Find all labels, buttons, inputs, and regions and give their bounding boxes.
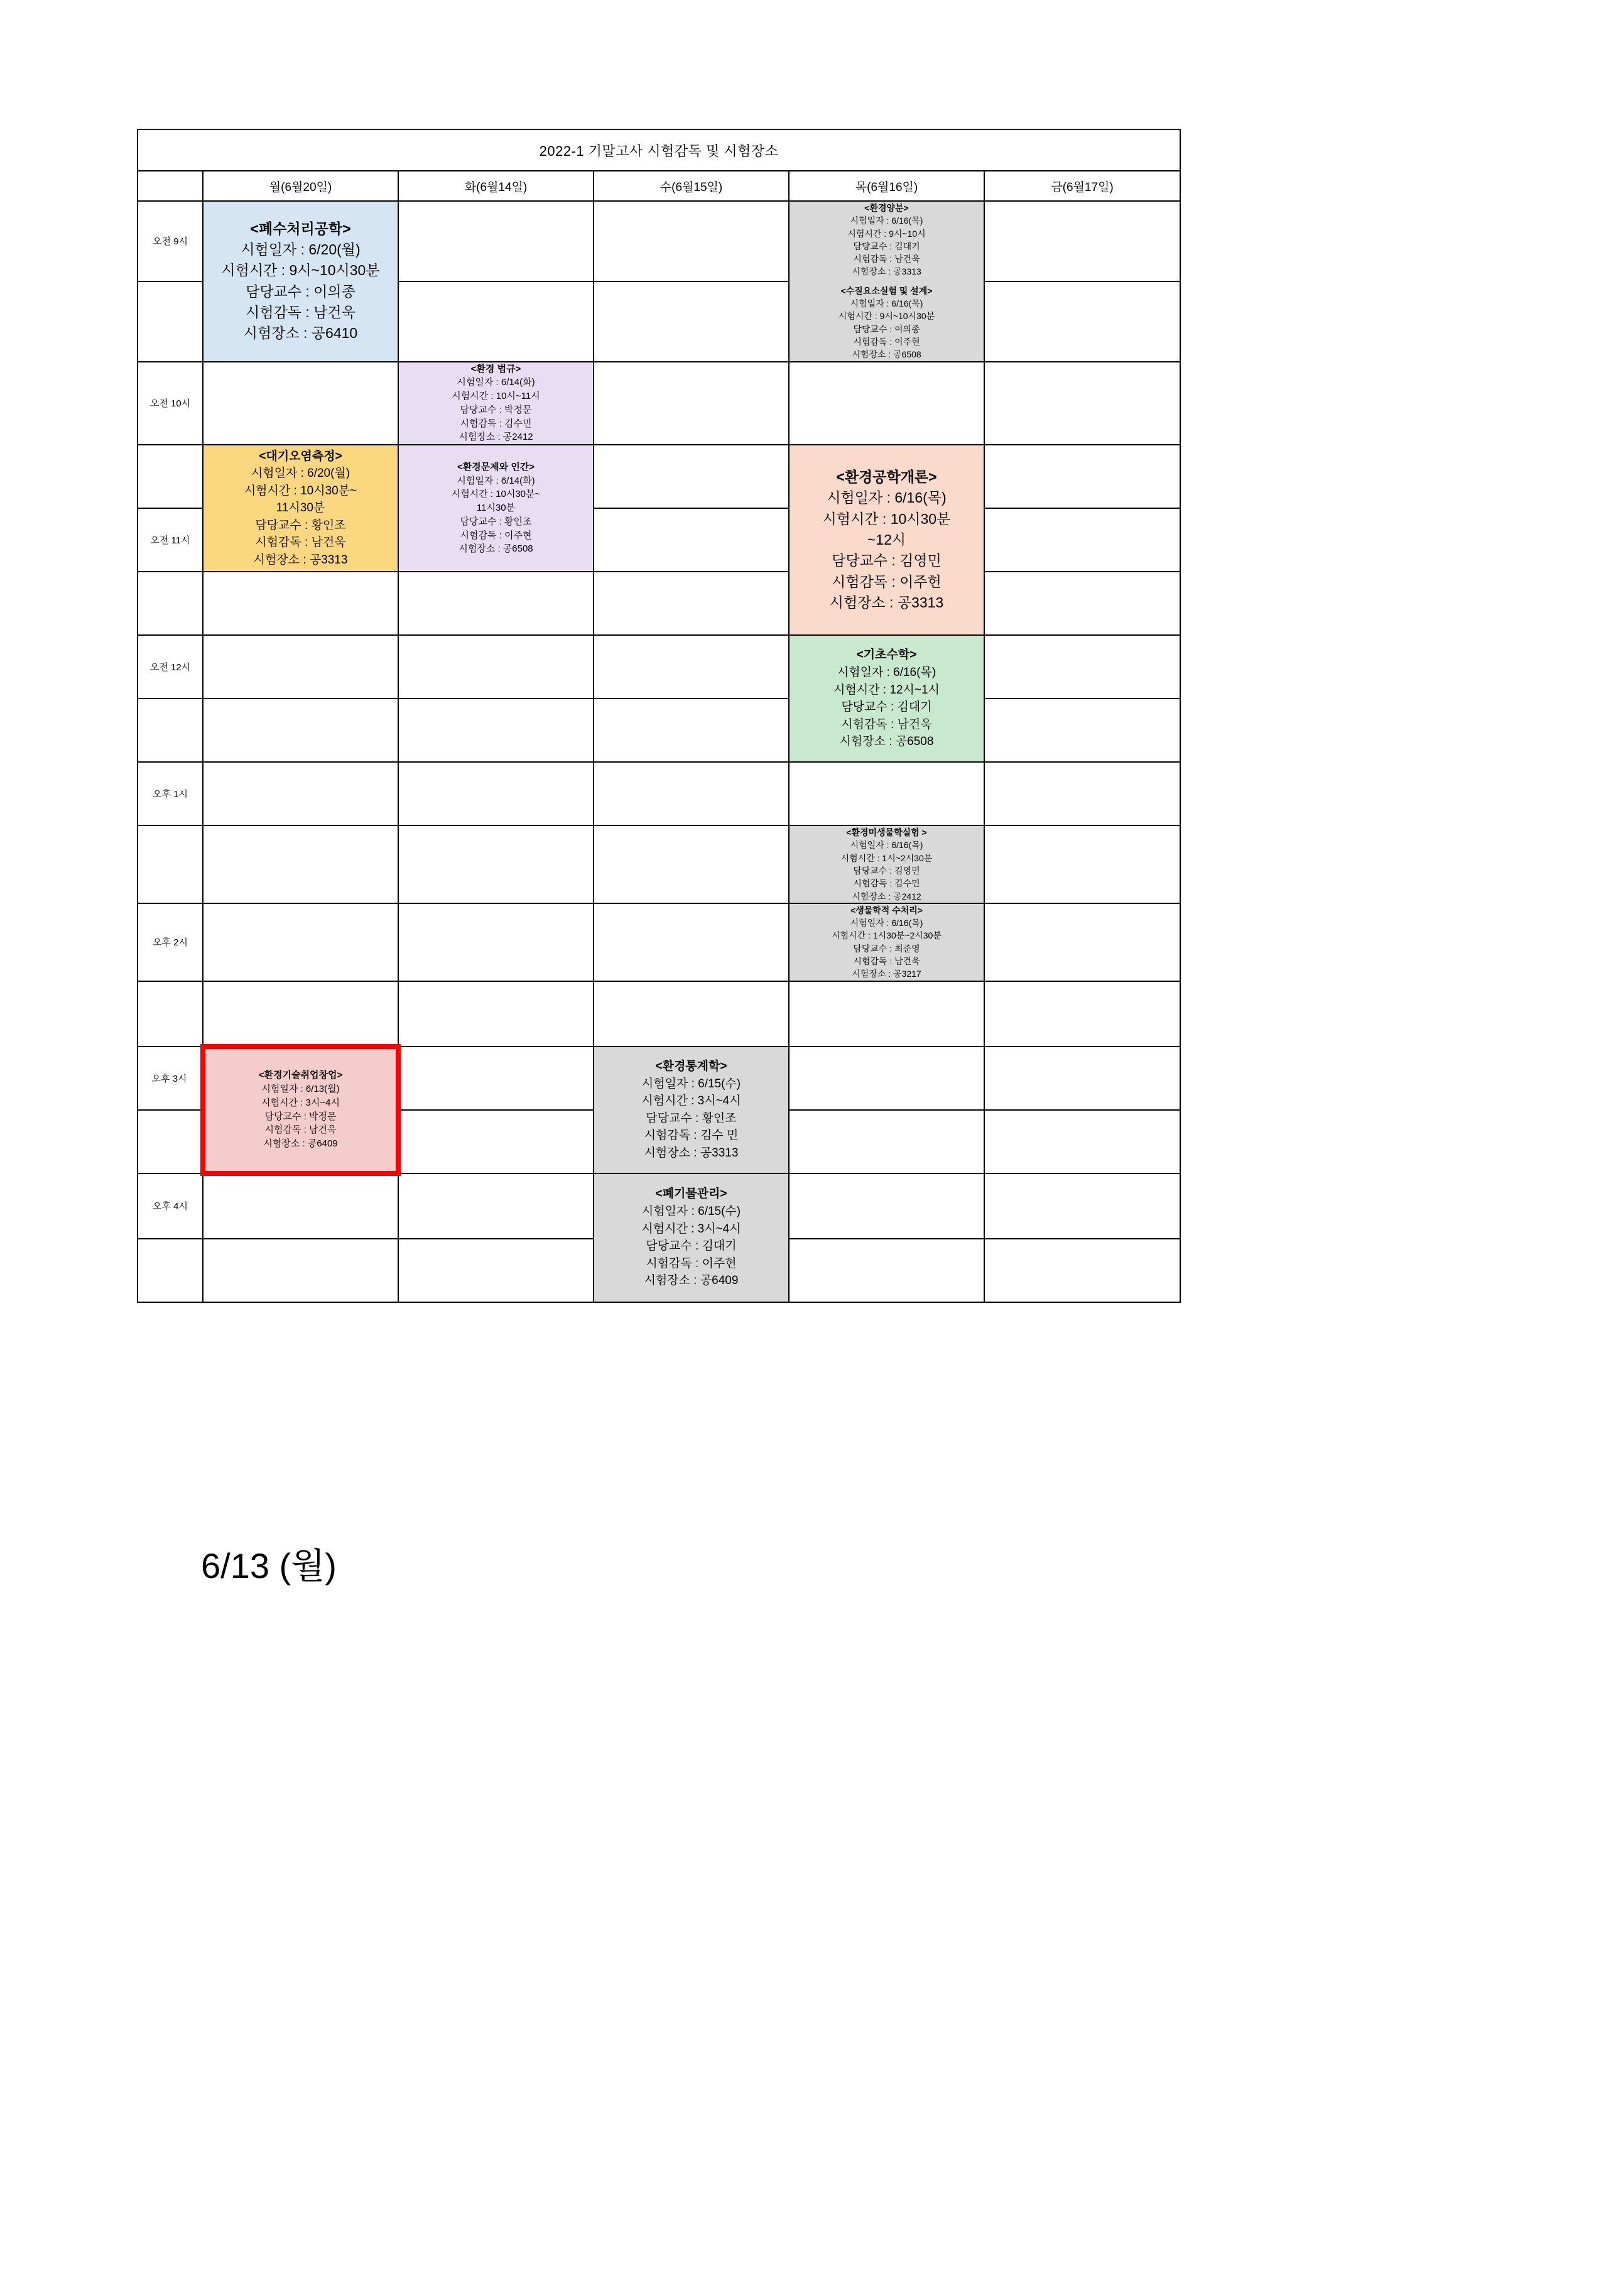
day-header-fri: 금(6월17일): [984, 171, 1180, 201]
exam-room: 시험장소 : 공6508: [852, 349, 921, 360]
exam-proctor: 시험감독 : 남건욱: [264, 1124, 337, 1136]
table-row: [138, 445, 1180, 508]
empty-cell: [984, 572, 1180, 635]
exam-cell-basic-math: [789, 635, 984, 762]
empty-cell: [984, 1110, 1180, 1173]
empty-cell: [789, 1047, 984, 1110]
exam-proctor: 시험감독 : 남건욱: [853, 956, 920, 967]
exam-date: 시험일자 : 6/16(목): [850, 840, 923, 851]
spacer-cell-thu-afternoon-2: [789, 981, 984, 1047]
exam-proctor: 시험감독 : 김수민: [460, 418, 532, 429]
table-row: [138, 1173, 1180, 1239]
empty-cell: [203, 762, 398, 825]
exam-schedule-table: [137, 129, 1181, 1303]
empty-cell: [594, 508, 789, 572]
empty-cell: [398, 981, 594, 1047]
title-row: [138, 129, 1180, 171]
exam-proctor: 시험감독 : 이주현: [460, 530, 532, 541]
empty-cell: [398, 281, 594, 362]
exam-time: 시험시간 : 10시30분~: [451, 489, 541, 500]
document-title: 2022-1 기말고사 시험감독 및 시험장소: [138, 129, 1180, 171]
exam-professor: 담당교수 : 김영민: [832, 552, 942, 569]
time-label-1600: 오후 4시: [138, 1173, 203, 1239]
exam-time: 시험시간 : 10시30분: [822, 510, 951, 527]
exam-room: 시험장소 : 공6508: [459, 543, 533, 555]
empty-cell: [789, 362, 984, 445]
time-label-blank-4: [138, 699, 203, 762]
exam-time: 시험시간 : 9시~10시30분: [838, 311, 935, 322]
time-label-1000: 오전 10시: [138, 362, 203, 445]
exam-date: 시험일자 : 6/16(목): [827, 489, 947, 506]
exam-cell-bio-treatment: [789, 903, 984, 981]
exam-time-cont: 11시30분: [476, 503, 516, 514]
day-header-mon: 월(6월20일): [203, 171, 398, 201]
table-row: [138, 825, 1180, 903]
empty-cell: [594, 362, 789, 445]
exam-title: <환경통계학>: [655, 1059, 727, 1073]
empty-cell: [984, 362, 1180, 445]
exam-cell-env-intro: [789, 445, 984, 635]
exam-professor: 담당교수 : 이의종: [246, 283, 356, 300]
exam-title: <환경미생물학실험 >: [846, 827, 927, 838]
exam-date: 시험일자 : 6/15(수): [641, 1077, 741, 1091]
empty-cell: [203, 1239, 398, 1302]
exam-room: 시험장소 : 공2412: [852, 891, 921, 901]
exam-title: <환경 법규>: [470, 363, 521, 374]
empty-cell: [789, 1173, 984, 1239]
empty-cell: [398, 1239, 594, 1302]
empty-cell: [984, 445, 1180, 508]
empty-cell: [594, 825, 789, 903]
empty-cell: [203, 699, 398, 762]
exam-room: 시험장소 : 공6409: [644, 1274, 739, 1288]
exam-professor: 담당교수 : 최준영: [853, 943, 920, 954]
empty-cell: [398, 699, 594, 762]
exam-date: 시험일자 : 6/14(화): [457, 377, 535, 388]
table-row: [138, 572, 1180, 635]
exam-time: 시험시간 : 3시~4시: [641, 1094, 741, 1108]
empty-cell-bigdate: [203, 981, 398, 1047]
exam-time: 시험시간 : 3시~4시: [261, 1097, 340, 1108]
exam-professor: 담당교수 : 김영민: [853, 865, 920, 876]
exam-title: <환경기술취업창업>: [258, 1070, 343, 1081]
empty-cell: [984, 825, 1180, 903]
time-label-1400: 오후 2시: [138, 903, 203, 981]
exam-cell-waste-management: [594, 1173, 789, 1302]
empty-cell: [203, 362, 398, 445]
exam-cell-env-human: [398, 445, 594, 572]
table-row: [138, 981, 1180, 1047]
time-label-blank-6: [138, 981, 203, 1047]
exam-time: 시험시간 : 10시~11시: [452, 391, 540, 402]
exam-room: 시험장소 : 공3313: [852, 266, 921, 277]
exam-room: 시험장소 : 공2412: [459, 432, 533, 443]
exam-title: <대기오염측정>: [259, 449, 342, 463]
exam-time-cont: 11시30분: [276, 501, 325, 515]
time-label-blank-5: [138, 825, 203, 903]
exam-professor: 담당교수 : 박정문: [264, 1111, 337, 1122]
day-header-row: [138, 171, 1180, 201]
exam-date: 시험일자 : 6/15(수): [641, 1205, 741, 1219]
empty-cell: [594, 903, 789, 981]
exam-cell-env-law: [398, 362, 594, 445]
exam-proctor: 시험감독 : 김수민: [853, 878, 920, 889]
exam-cell-micro-lab: [789, 825, 984, 903]
exam-title: <생물학적 수처리>: [850, 905, 923, 915]
exam-proctor: 시험감독 : 이주헌: [832, 573, 942, 590]
exam-title: <수질요소실험 및 설계>: [840, 285, 933, 296]
exam-room: 시험장소 : 공3313: [253, 553, 348, 567]
time-label-1300: 오후 1시: [138, 762, 203, 825]
exam-time: 시험시간 : 1시30분~2시30분: [832, 930, 942, 941]
empty-cell: [398, 1110, 594, 1173]
exam-room: 시험장소 : 공3313: [829, 594, 944, 611]
day-header-thu: 목(6월16일): [789, 171, 984, 201]
table-row: [138, 699, 1180, 762]
exam-date: 시험일자 : 6/16(목): [850, 215, 923, 226]
time-label-blank-8: [138, 1239, 203, 1302]
time-label-1500: 오후 3시: [138, 1047, 203, 1110]
empty-cell: [984, 1173, 1180, 1239]
empty-cell: [984, 699, 1180, 762]
empty-cell: [398, 1173, 594, 1239]
time-column-header: [138, 171, 203, 201]
empty-cell: [398, 1047, 594, 1110]
exam-room: 시험장소 : 공3313: [644, 1146, 739, 1160]
exam-professor: 담당교수 : 이의종: [853, 324, 920, 334]
exam-professor: 담당교수 : 김대기: [841, 700, 932, 714]
time-label-blank-7: [138, 1110, 203, 1173]
exam-title: <폐기물관리>: [655, 1187, 727, 1201]
exam-proctor: 시험감독 : 남건욱: [255, 536, 346, 550]
exam-professor: 담당교수 : 김대기: [853, 241, 920, 251]
exam-title: <폐수처리공학>: [250, 220, 351, 237]
empty-cell: [203, 572, 398, 635]
empty-cell: [594, 699, 789, 762]
exam-cell-env-statistics: [594, 1047, 789, 1173]
table-row: [138, 1047, 1180, 1110]
exam-date: 시험일자 : 6/14(화): [457, 475, 535, 486]
exam-room: 시험장소 : 공6410: [243, 325, 358, 342]
exam-room: 시험장소 : 공3217: [852, 969, 921, 979]
exam-proctor: 시험감독 : 남건욱: [841, 717, 932, 731]
spacer-cell-thu-afternoon: [789, 762, 984, 825]
time-label-blank-2: [138, 445, 203, 508]
empty-cell: [398, 201, 594, 281]
empty-cell: [984, 1047, 1180, 1110]
empty-cell: [984, 1239, 1180, 1302]
exam-cell-thu-morning: [789, 201, 984, 362]
exam-time: 시험시간 : 9시~10시: [847, 228, 926, 239]
exam-proctor: 시험감독 : 남건욱: [246, 304, 356, 321]
empty-cell: [203, 825, 398, 903]
exam-date: 시험일자 : 6/13(월): [261, 1084, 340, 1095]
exam-proctor: 시험감독 : 김수 민: [644, 1129, 739, 1143]
empty-cell: [594, 281, 789, 362]
exam-professor: 담당교수 : 황인조: [460, 516, 532, 527]
exam-room: 시험장소 : 공6508: [839, 735, 934, 749]
exam-title: <환경양분>: [864, 203, 909, 213]
exam-cell-tech-startup: [203, 1047, 398, 1173]
exam-professor: 담당교수 : 황인조: [646, 1111, 737, 1125]
empty-cell: [398, 572, 594, 635]
exam-date: 시험일자 : 6/16(목): [837, 665, 936, 679]
exam-proctor: 시험감독 : 이주현: [853, 336, 920, 347]
exam-cell-wastewater: [203, 201, 398, 362]
time-label-1200: 오전 12시: [138, 635, 203, 699]
empty-cell: [984, 981, 1180, 1047]
empty-cell: [398, 762, 594, 825]
empty-cell: [203, 1173, 398, 1239]
empty-cell: [398, 825, 594, 903]
table-row: [138, 201, 1180, 281]
time-label-blank-1: [138, 281, 203, 362]
time-label-1100: 오전 11시: [138, 508, 203, 572]
time-label-0900: 오전 9시: [138, 201, 203, 281]
empty-cell: [398, 903, 594, 981]
exam-time: 시험시간 : 3시~4시: [641, 1222, 741, 1236]
annotation-big-date: 6/13 (월): [201, 1546, 337, 1586]
exam-cell-air-pollution: [203, 445, 398, 572]
empty-cell: [789, 1239, 984, 1302]
time-label-blank-3: [138, 572, 203, 635]
exam-date: 시험일자 : 6/16(목): [850, 918, 923, 928]
day-header-tue: 화(6월14일): [398, 171, 594, 201]
empty-cell: [789, 1110, 984, 1173]
table-row: [138, 762, 1180, 825]
exam-professor: 담당교수 : 김대기: [646, 1239, 737, 1253]
exam-date: 시험일자 : 6/20(월): [241, 241, 361, 258]
exam-time-cont: ~12시: [867, 531, 906, 548]
exam-professor: 담당교수 : 황인조: [255, 518, 346, 532]
empty-cell: [594, 762, 789, 825]
empty-cell: [203, 635, 398, 699]
exam-date: 시험일자 : 6/20(월): [251, 467, 350, 481]
empty-cell: [984, 508, 1180, 572]
empty-cell: [594, 981, 789, 1047]
empty-cell: [984, 281, 1180, 362]
exam-room: 시험장소 : 공6409: [263, 1138, 338, 1150]
exam-proctor: 시험감독 : 이주현: [646, 1256, 737, 1270]
empty-cell: [984, 201, 1180, 281]
empty-cell: [594, 445, 789, 508]
empty-cell: [984, 635, 1180, 699]
empty-cell: [203, 903, 398, 981]
exam-date: 시험일자 : 6/16(목): [850, 298, 923, 309]
empty-cell: [984, 903, 1180, 981]
table-row: [138, 903, 1180, 981]
exam-time: 시험시간 : 9시~10시30분: [221, 262, 380, 279]
exam-title: <환경공학개론>: [836, 468, 937, 485]
exam-title: <환경문제와 인간>: [457, 461, 535, 472]
exam-professor: 담당교수 : 박정문: [460, 404, 532, 415]
empty-cell: [594, 201, 789, 281]
exam-time: 시험시간 : 1시~2시30분: [840, 852, 933, 863]
exam-time: 시험시간 : 12시~1시: [833, 683, 940, 697]
exam-proctor: 시험감독 : 남건욱: [853, 254, 920, 264]
day-header-wed: 수(6월15일): [594, 171, 789, 201]
empty-cell: [398, 635, 594, 699]
empty-cell: [984, 762, 1180, 825]
exam-time: 시험시간 : 10시30분~: [244, 484, 357, 498]
empty-cell: [594, 635, 789, 699]
exam-title: <기초수학>: [856, 648, 917, 662]
empty-cell: [594, 572, 789, 635]
table-row: [138, 635, 1180, 699]
table-row: [138, 362, 1180, 445]
